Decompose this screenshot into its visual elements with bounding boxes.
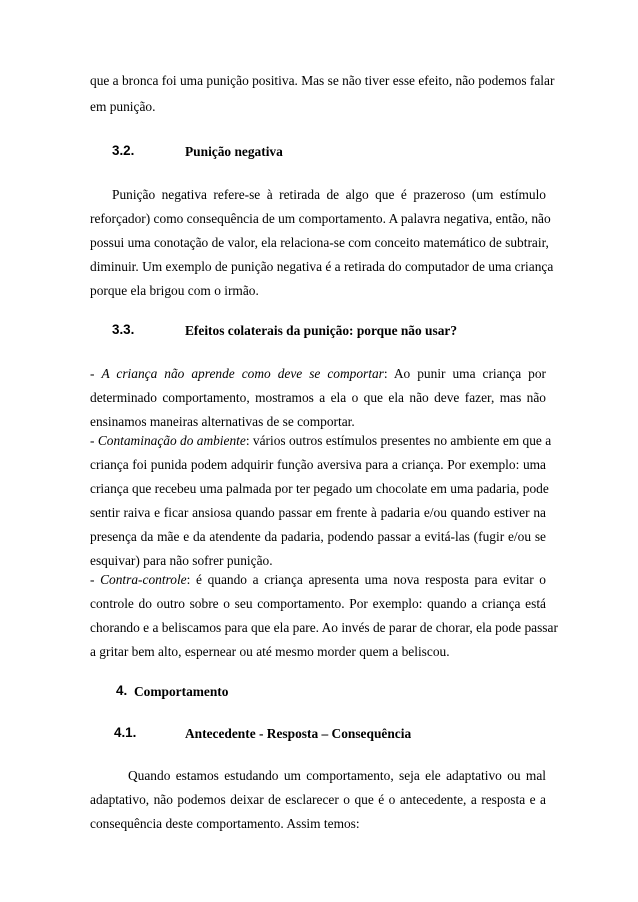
section-3-3-title [185, 323, 457, 339]
item-text: : é quando a criança apresenta uma nova resposta para evitar o [186, 572, 546, 587]
intro-line-1: que a bronca foi uma punição positiva. Mas se não tiver esse efeito, não podemos falar [90, 73, 555, 88]
item-1-line-1 [90, 366, 546, 382]
item-term: A criança não aprende como deve se comportar [101, 366, 384, 381]
item-text: : vários outros estímulos presentes no ambiente em que a [245, 433, 552, 448]
section-title: Antecedente - Resposta – Consequência [185, 726, 412, 741]
item-term: Contra-controle [100, 572, 187, 587]
item-2-line-3: criança que recebeu uma palmada por ter pegado um chocolate em uma padaria, pode [90, 481, 549, 496]
item-3-line-1 [90, 572, 546, 588]
section-title: Comportamento [134, 684, 229, 699]
section-title: Punição negativa [185, 144, 283, 159]
item-2-line-1 [90, 433, 552, 449]
item-2-line-6: esquivar) para não sofrer punição. [90, 553, 273, 568]
item-3-line-3: chorando e a beliscamos para que ela pare. Ao invés de parar de chorar, ela pode passar [90, 620, 558, 635]
para-3-2-line-3: possui uma conotação de valor, ela relaciona-se com conceito matemático de subtrair, [90, 235, 549, 250]
para-3-2-line-5: porque ela brigou com o irmão. [90, 283, 259, 298]
para-4-1-line-1: Quando estamos estudando um comportamento, seja ele adaptativo ou mal [128, 768, 546, 783]
para-3-2-line-4: diminuir. Um exemplo de punição negativa é a retirada do computador de uma criança [90, 259, 554, 274]
intro-line-2: em punição. [90, 99, 156, 114]
section-4-1-number [114, 725, 136, 741]
section-number: 4. [116, 683, 128, 698]
item-3-line-2: controle do outro sobre o seu comportamento. Por exemplo: quando a criança está [90, 596, 546, 611]
section-4-title [134, 684, 228, 700]
section-number: 3.2. [112, 143, 135, 158]
section-title: Efeitos colaterais da punição: porque não usar? [185, 323, 458, 338]
para-4-1-line-2: adaptativo, não podemos deixar de esclarecer o que é o antecedente, a resposta e a [90, 792, 546, 807]
section-3-2-number [112, 143, 134, 159]
section-4-number [116, 683, 127, 699]
item-1-line-3: ensinamos maneiras alternativas de se comportar. [90, 414, 355, 429]
para-3-2-line-2: reforçador) como consequência de um comportamento. A palavra negativa, então, não [90, 211, 551, 226]
section-4-1-title [185, 726, 411, 742]
item-2-line-4: sentir raiva e ficar ansiosa quando passar em frente à padaria e/ou quando estiver na [90, 505, 546, 520]
item-dash: - [90, 572, 101, 587]
item-1-line-2: determinado comportamento, mostramos a ela o que ela não deve fazer, mas não [90, 390, 546, 405]
section-number: 3.3. [112, 322, 135, 337]
item-2-line-5: presença da mãe e da atendente da padaria, podendo passar a evitá-las (fugir e/ou se [90, 529, 546, 544]
section-number: 4.1. [114, 725, 137, 740]
item-3-line-4: a gritar bem alto, espernear ou até mesmo morder quem a beliscou. [90, 644, 450, 659]
item-2-line-2: criança foi punida podem adquirir função aversiva para a criança. Por exemplo: uma [90, 457, 546, 472]
para-4-1-line-3: consequência deste comportamento. Assim temos: [90, 816, 360, 831]
section-3-3-number [112, 322, 134, 338]
item-dash: - [90, 433, 98, 448]
item-dash: - [90, 366, 102, 381]
item-term: Contaminação do ambiente [97, 433, 246, 448]
item-text: : Ao punir uma criança por [383, 366, 547, 381]
para-3-2-line-1: Punição negativa refere-se à retirada de algo que é prazeroso (um estímulo [112, 187, 546, 202]
section-3-2-title [185, 144, 283, 160]
